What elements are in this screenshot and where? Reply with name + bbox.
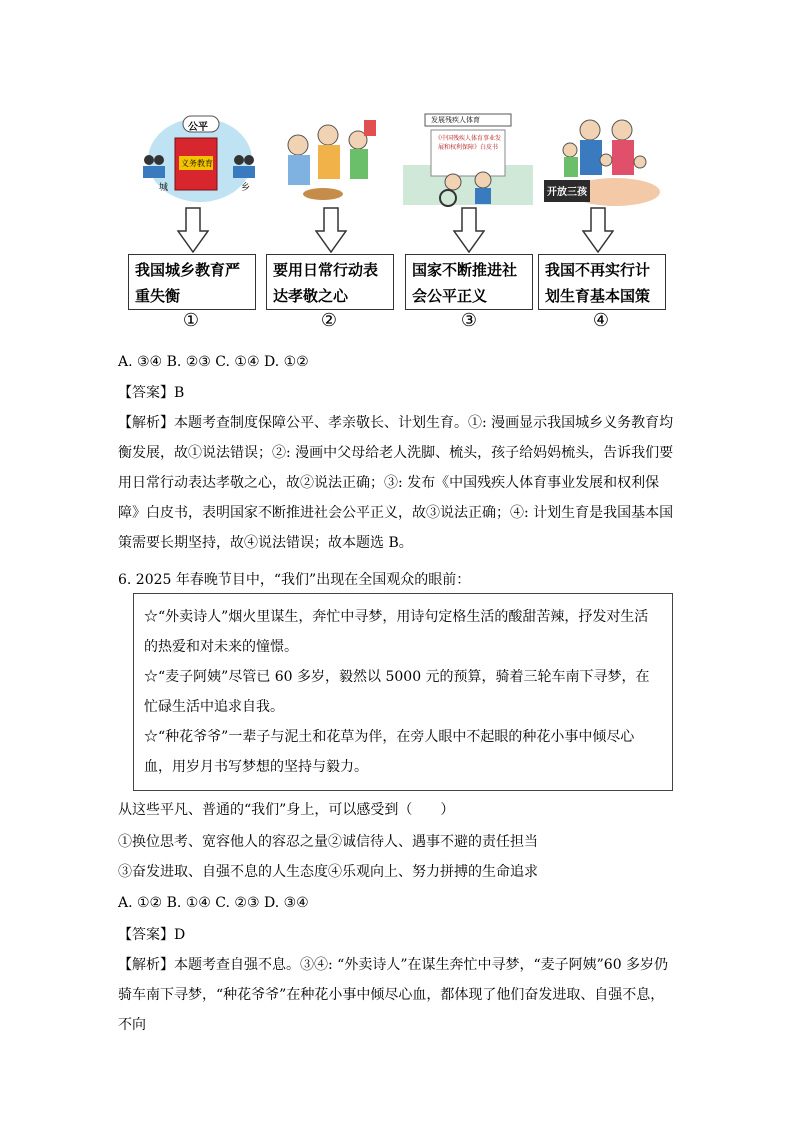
- cartoon-disabled-sports: [403, 110, 533, 205]
- conclusion-box-4: 我国不再实行计划生育基本国策: [538, 254, 666, 310]
- conclusion-box-2: 要用日常行动表达孝敬之心: [266, 254, 394, 310]
- cartoon-number-1: ①: [182, 310, 200, 331]
- q6-question: 从这些平凡、普通的“我们”身上，可以感受到（ ）: [118, 802, 455, 818]
- cartoon-number-2: ②: [320, 310, 338, 331]
- q6-stem: 6. 2025 年春晚节目中，“我们”出现在全国观众的眼前：: [118, 572, 471, 588]
- down-arrow-icon: [315, 207, 347, 253]
- q6-choice-line-2: ③奋发进取、自强不息的人生态度④乐观向上、努力拼搏的生命追求: [118, 864, 538, 880]
- q5-analysis: 【解析】本题考查制度保障公平、孝亲敬长、计划生育。①: 漫画显示我国城乡义务教育均衡发展，故①说法错误；②: 漫画中父母给老人洗脚、梳头，孩子给妈妈梳头，告诉我们要用日常行动表达孝敬之心，故②说法正确；③: 发布《中国残疾人体育事业发展和权利保障》白皮书，表明国家不断推进社会公平正义，故③说法正确；④: 计划生育是我国基本国策需要长期坚持，故④说法错误；故本题选 B。: [118, 415, 674, 551]
- quote-item: ☆“外卖诗人”烟火里谋生，奔忙中寻梦，用诗句定格生活的酸甜苦辣，抒发对生活的热爱和对未来的憧憬。: [144, 609, 649, 655]
- q6-options: A. ①② B. ①④ C. ②③ D. ③④: [118, 895, 309, 911]
- book-title: 义务教育: [181, 159, 213, 168]
- city-label: 城: [159, 183, 169, 193]
- open-three-child-sign: 开放三孩: [547, 187, 587, 198]
- down-arrow-icon: [582, 207, 614, 253]
- q5-options: A. ③④ B. ②③ C. ①④ D. ①②: [118, 354, 309, 370]
- down-arrow-icon: [177, 207, 209, 253]
- quote-item: ☆“麦子阿姨”尽管已 60 多岁，毅然以 5000 元的预算，骑着三轮车南下寻梦，在忙碌生活中追求自我。: [144, 669, 650, 715]
- village-label: 乡: [241, 183, 251, 193]
- sports-banner: 发展残疾人体育: [431, 116, 480, 124]
- quote-item: ☆“种花爷爷”一辈子与泥土和花草为伴，在旁人眼中不起眼的种花小事中倾尽心血，用岁月书写梦想的坚持与毅力。: [144, 729, 635, 775]
- q5-answer: 【答案】B: [118, 385, 185, 401]
- q6-quote-box: [133, 593, 673, 791]
- q6-answer: 【答案】D: [118, 927, 186, 943]
- cartoon-three-child-policy: [540, 110, 660, 205]
- conclusion-box-1: 我国城乡教育严重失衡: [128, 254, 256, 310]
- cartoon-education-equity: [135, 110, 255, 205]
- conclusion-box-3: 国家不断推进社会公平正义: [405, 254, 533, 310]
- q6-analysis: 【解析】本题考查自强不息。③④: “外卖诗人”在谋生奔忙中寻梦，“麦子阿姨”60 多岁仍骑车南下寻梦，“种花爷爷”在种花小事中倾尽心血，都体现了他们奋发进取、自强不息，不向: [118, 957, 669, 1033]
- white-paper-title: 《中国残疾人体育事业发展和权利保障》白皮书: [435, 135, 502, 151]
- down-arrow-icon: [453, 207, 485, 253]
- cartoon-number-3: ③: [460, 310, 478, 331]
- fairness-badge: 公平: [188, 122, 208, 133]
- cartoon-number-4: ④: [592, 310, 610, 331]
- cartoon-filial-piety: [268, 110, 388, 205]
- q6-choice-line-1: ①换位思考、宽容他人的容忍之量②诚信待人、遇事不避的责任担当: [118, 834, 538, 850]
